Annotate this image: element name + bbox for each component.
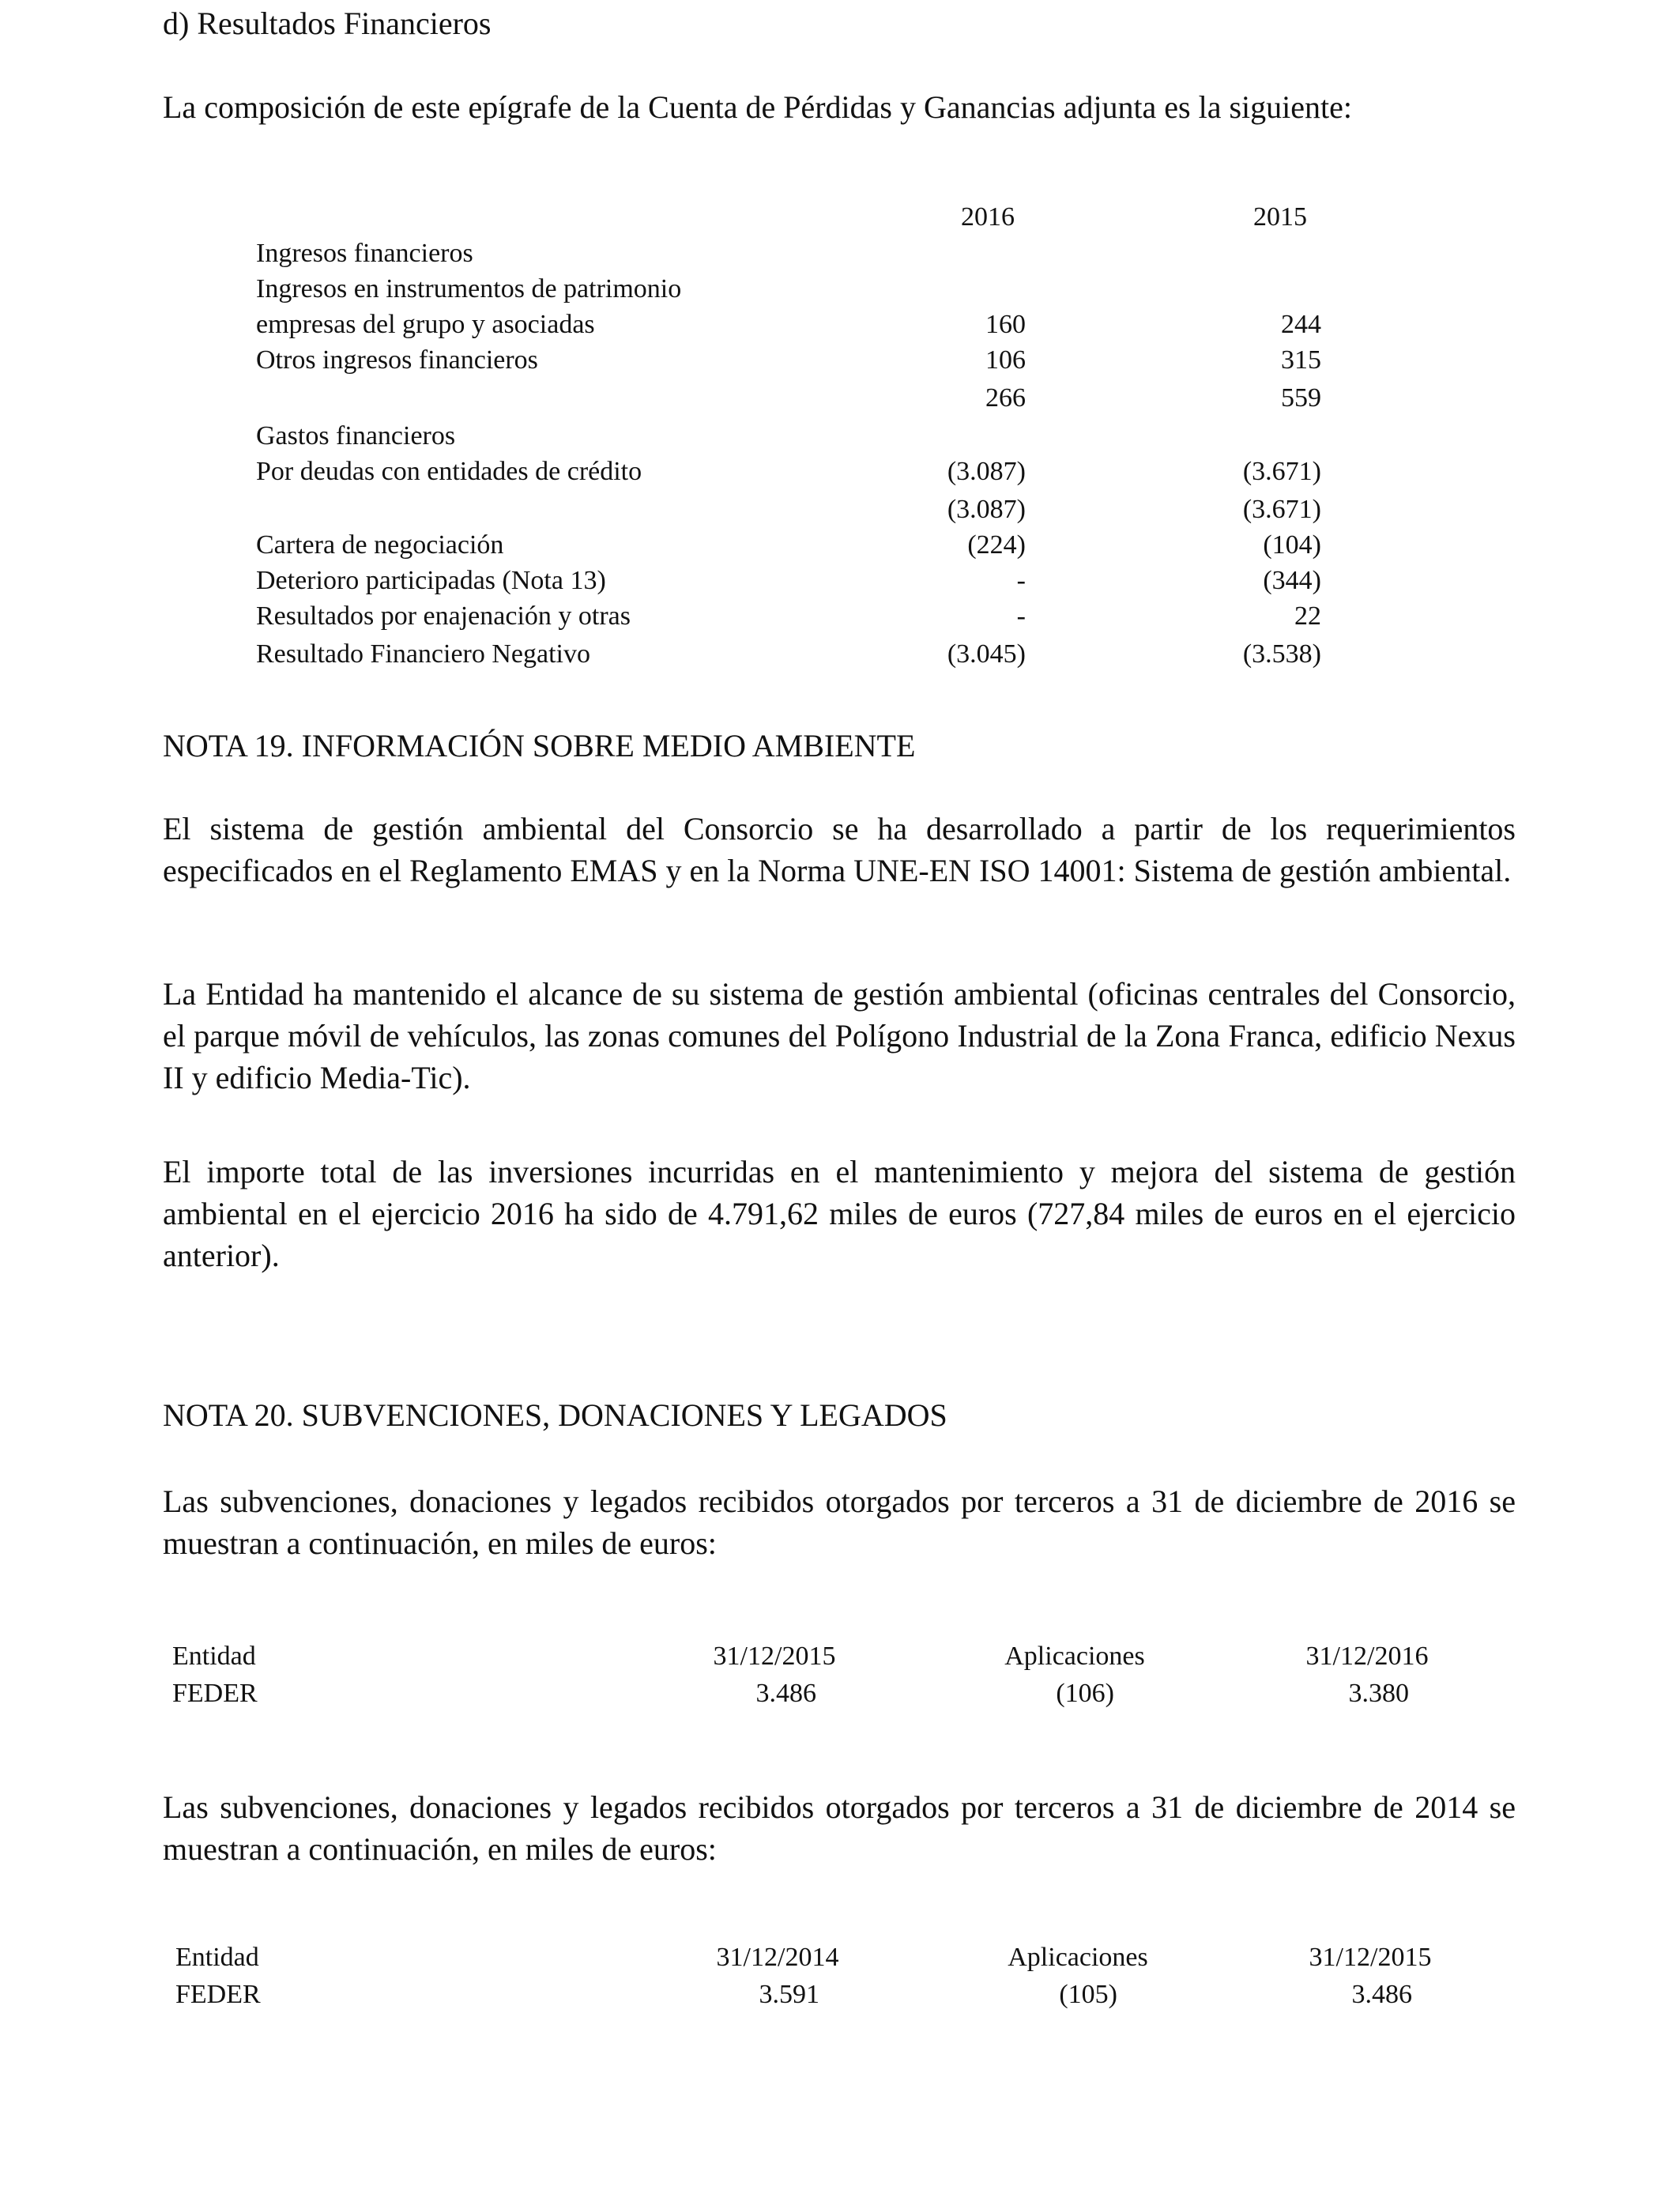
fin-row-value-2016: - (1016, 566, 1026, 595)
fin-row-value-2016: (3.087) (947, 457, 1026, 486)
table2-row-end: 3.486 (1351, 1980, 1412, 2009)
fin-row-value-2016: (3.087) (947, 495, 1026, 524)
fin-row-value-2015: (3.538) (1242, 639, 1321, 669)
fin-row-value-2016: (3.045) (947, 639, 1026, 669)
table1-row-end: 3.380 (1348, 1679, 1409, 1708)
table2-header-start: 31/12/2014 (716, 1943, 839, 1972)
fin-row-value-2015: (3.671) (1242, 495, 1321, 524)
fin-row-value-2015: 244 (1281, 310, 1321, 339)
table1-header-entidad: Entidad (172, 1642, 256, 1671)
section-heading: d) Resultados Financieros (163, 6, 492, 41)
table1-row-entidad: FEDER (172, 1679, 258, 1708)
table2-row-aplicaciones: (105) (1059, 1980, 1117, 2009)
fin-row-label: Por deudas con entidades de crédito (256, 457, 642, 486)
fin-row-label: Resultado Financiero Negativo (256, 639, 591, 669)
fin-row-value-2015: 22 (1294, 601, 1321, 631)
fin-row-value-2015: 315 (1281, 345, 1321, 375)
table1-header-aplicaciones: Aplicaciones (1004, 1642, 1145, 1671)
table2-header-aplicaciones: Aplicaciones (1008, 1943, 1148, 1972)
table1-header-start: 31/12/2015 (713, 1642, 836, 1671)
col-header-2015: 2015 (1253, 202, 1307, 232)
nota20-paragraph-1: Las subvenciones, donaciones y legados recibidos otorgados por terceros a 31 de diciembre de 2016 se muestran a continuación, en miles de euros: (163, 1483, 1516, 1561)
fin-row-label: Resultados por enajenación y otras (256, 601, 631, 631)
fin-row-value-2016: 160 (985, 310, 1026, 339)
table2-header-end: 31/12/2015 (1309, 1943, 1432, 1972)
fin-row-label: Ingresos en instrumentos de patrimonio (256, 274, 682, 303)
fin-row-label: Gastos financieros (256, 421, 456, 450)
fin-row-label: Ingresos financieros (256, 239, 473, 268)
nota20-paragraph-2: Las subvenciones, donaciones y legados recibidos otorgados por terceros a 31 de diciembre de 2014 se muestran a continuación, en miles de euros: (163, 1789, 1516, 1867)
nota19-heading: NOTA 19. INFORMACIÓN SOBRE MEDIO AMBIENTE (163, 728, 916, 763)
section-intro: La composición de este epígrafe de la Cuenta de Pérdidas y Ganancias adjunta es la siguiente: (163, 89, 1353, 125)
fin-row-label: Deterioro participadas (Nota 13) (256, 566, 606, 595)
fin-row-value-2015: 559 (1281, 383, 1321, 413)
col-header-2016: 2016 (961, 202, 1015, 232)
fin-row-value-2016: 106 (985, 345, 1026, 375)
table2-row-entidad: FEDER (175, 1980, 261, 2009)
nota19-paragraph-2: La Entidad ha mantenido el alcance de su sistema de gestión ambiental (oficinas centrales del Consorcio, el parque móvil de vehículos, las zonas comunes del Polígono Industrial de la Zona Franca, edificio Nexus II y edificio Media-Tic). (163, 976, 1516, 1095)
table1-row-aplicaciones: (106) (1056, 1679, 1114, 1708)
fin-row-label: Cartera de negociación (256, 530, 504, 560)
fin-row-value-2016: 266 (985, 383, 1026, 413)
nota20-heading: NOTA 20. SUBVENCIONES, DONACIONES Y LEGADOS (163, 1397, 947, 1433)
nota19-paragraph-3: El importe total de las inversiones incurridas en el mantenimiento y mejora del sistema de gestión ambiental en el ejercicio 2016 ha sido de 4.791,62 miles de euros (727,84 miles de euros en el ejercicio anterior). (163, 1154, 1516, 1273)
table2-header-entidad: Entidad (175, 1943, 259, 1972)
table1-header-end: 31/12/2016 (1305, 1642, 1429, 1671)
nota19-paragraph-1: El sistema de gestión ambiental del Consorcio se ha desarrollado a partir de los requerimientos especificados en el Reglamento EMAS y en la Norma UNE-EN ISO 14001: Sistema de gestión ambiental. (163, 811, 1516, 888)
table1-row-start: 3.486 (755, 1679, 816, 1708)
fin-row-value-2015: (104) (1263, 530, 1321, 560)
fin-row-value-2015: (3.671) (1242, 457, 1321, 486)
fin-row-value-2016: (224) (967, 530, 1026, 560)
fin-row-label: empresas del grupo y asociadas (256, 310, 595, 339)
fin-row-value-2015: (344) (1263, 566, 1321, 595)
fin-row-value-2016: - (1016, 601, 1026, 631)
fin-row-label: Otros ingresos financieros (256, 345, 538, 375)
table2-row-start: 3.591 (759, 1980, 819, 2009)
